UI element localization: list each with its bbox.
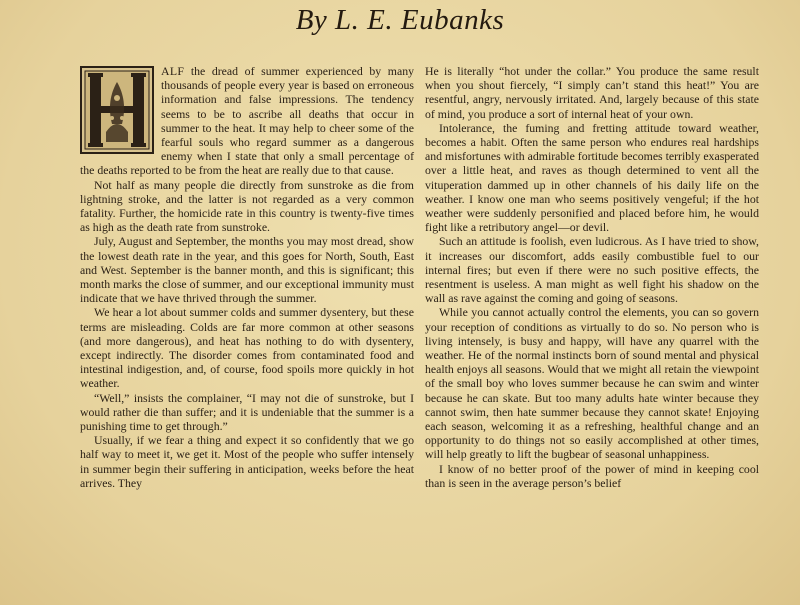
paragraph: I know of no better proof of the power of mind in keeping cool than is seen in the average person’s belief — [425, 461, 759, 490]
left-column — [80, 64, 414, 490]
right-column — [425, 64, 759, 490]
paragraph-text: the dread of summer experienced by many thousands of people every year is based on erroneous information and false impressions. The tendency seems to be to ascribe all deaths that occur in summer to the heat. It may help to cheer some of the fearful souls who regard summer as a dangerous enemy when I state that only a small percentage of the deaths reported to be from the heat are really due to that cause. — [80, 64, 414, 178]
paragraph: Such an attitude is foolish, even ludicrous. As I have tried to show, it increases our discomfort, adds easily combustible fuel to our internal fires; but even if there were no such positive effects, the resentment is useless. A man might as well fight his shadow on the wall as rave against the coming and going of seasons. — [425, 234, 759, 306]
ornamental-dropcap — [80, 66, 154, 154]
paragraph: He is literally “hot under the collar.” You produce the same result when you shout fiercely, “I simply can’t stand this heat!” You are resentful, angry, nervously irritated. And, largely because of this state of mind, you produce a sort of internal heat of your own. — [425, 64, 759, 121]
paragraph: We hear a lot about summer colds and summer dysentery, but these terms are misleading. Colds are far more common at other seasons (and more dangerous), and heat has nothing to do with dysentery, except indirectly. The disorder comes from contaminated food and intestinal indigestion, and, of course, food spoils more quickly in hot weather. — [80, 305, 414, 391]
paragraph: Not half as many people die directly from sunstroke as die from lightning stroke, and the latter is not regarded as a very common fatality. Further, the homicide rate in this country is twenty-five times as high as the death rate from sunstroke. — [80, 177, 414, 235]
article-byline: By L. E. Eubanks — [295, 4, 505, 36]
paragraph: Usually, if we fear a thing and expect it so confidently that we go half way to meet it, we get it. Most of the people who suffer intensely in summer begin their suffering in anticipation, weeks before the heat arrives. They — [80, 433, 414, 490]
paragraph: Intolerance, the fuming and fretting attitude toward weather, becomes a habit. Often the same person who endures real hardships and misfortunes with admirable fortitude becomes terribly exasperated over a little heat, and raves as though determined to vent all the vituperation dammed up in other channels of his daily life on the weather. I know one man who seems positively vengeful; if the hot weather were suddenly personified and placed before him, he would fight like a retributory angel—or devil. — [425, 120, 759, 235]
paragraph: “Well,” insists the complainer, “I may not die of sunstroke, but I would rather die than suffer; and it is undeniable that the summer is a punishing time to get through.” — [80, 390, 414, 434]
paragraph: While you cannot actually control the elements, you can so govern your reception of conditions as virtually to do so. No person who is living intensely, is busy and happy, will have any quarrel with the weather. He of the normal instincts born of sound mental and physical health enjoys all seasons. Would that we might all retain the viewpoint of the small boy who loves summer because he can swim and winter because he can skate. But too many adults hate winter because they cannot swim, then hate summer because they cannot skate! Enjoying each season, welcoming it as a refreshing, healthful change and an opportunity to do things not so easily accomplished at other times, will help greatly to lift the bugbear of seasonal unhappiness. — [425, 305, 759, 462]
dropcap-ornament-icon — [82, 68, 152, 152]
paragraph-lead-word: ALF — [161, 64, 185, 78]
paragraph: July, August and September, the months you may most dread, show the lowest death rate in the year, and this goes for North, South, East and West. September is the banner month, and this is significant; this month marks the close of summer, and our exceptional immunity must indicate that we have thrived through the summer. — [80, 234, 414, 306]
